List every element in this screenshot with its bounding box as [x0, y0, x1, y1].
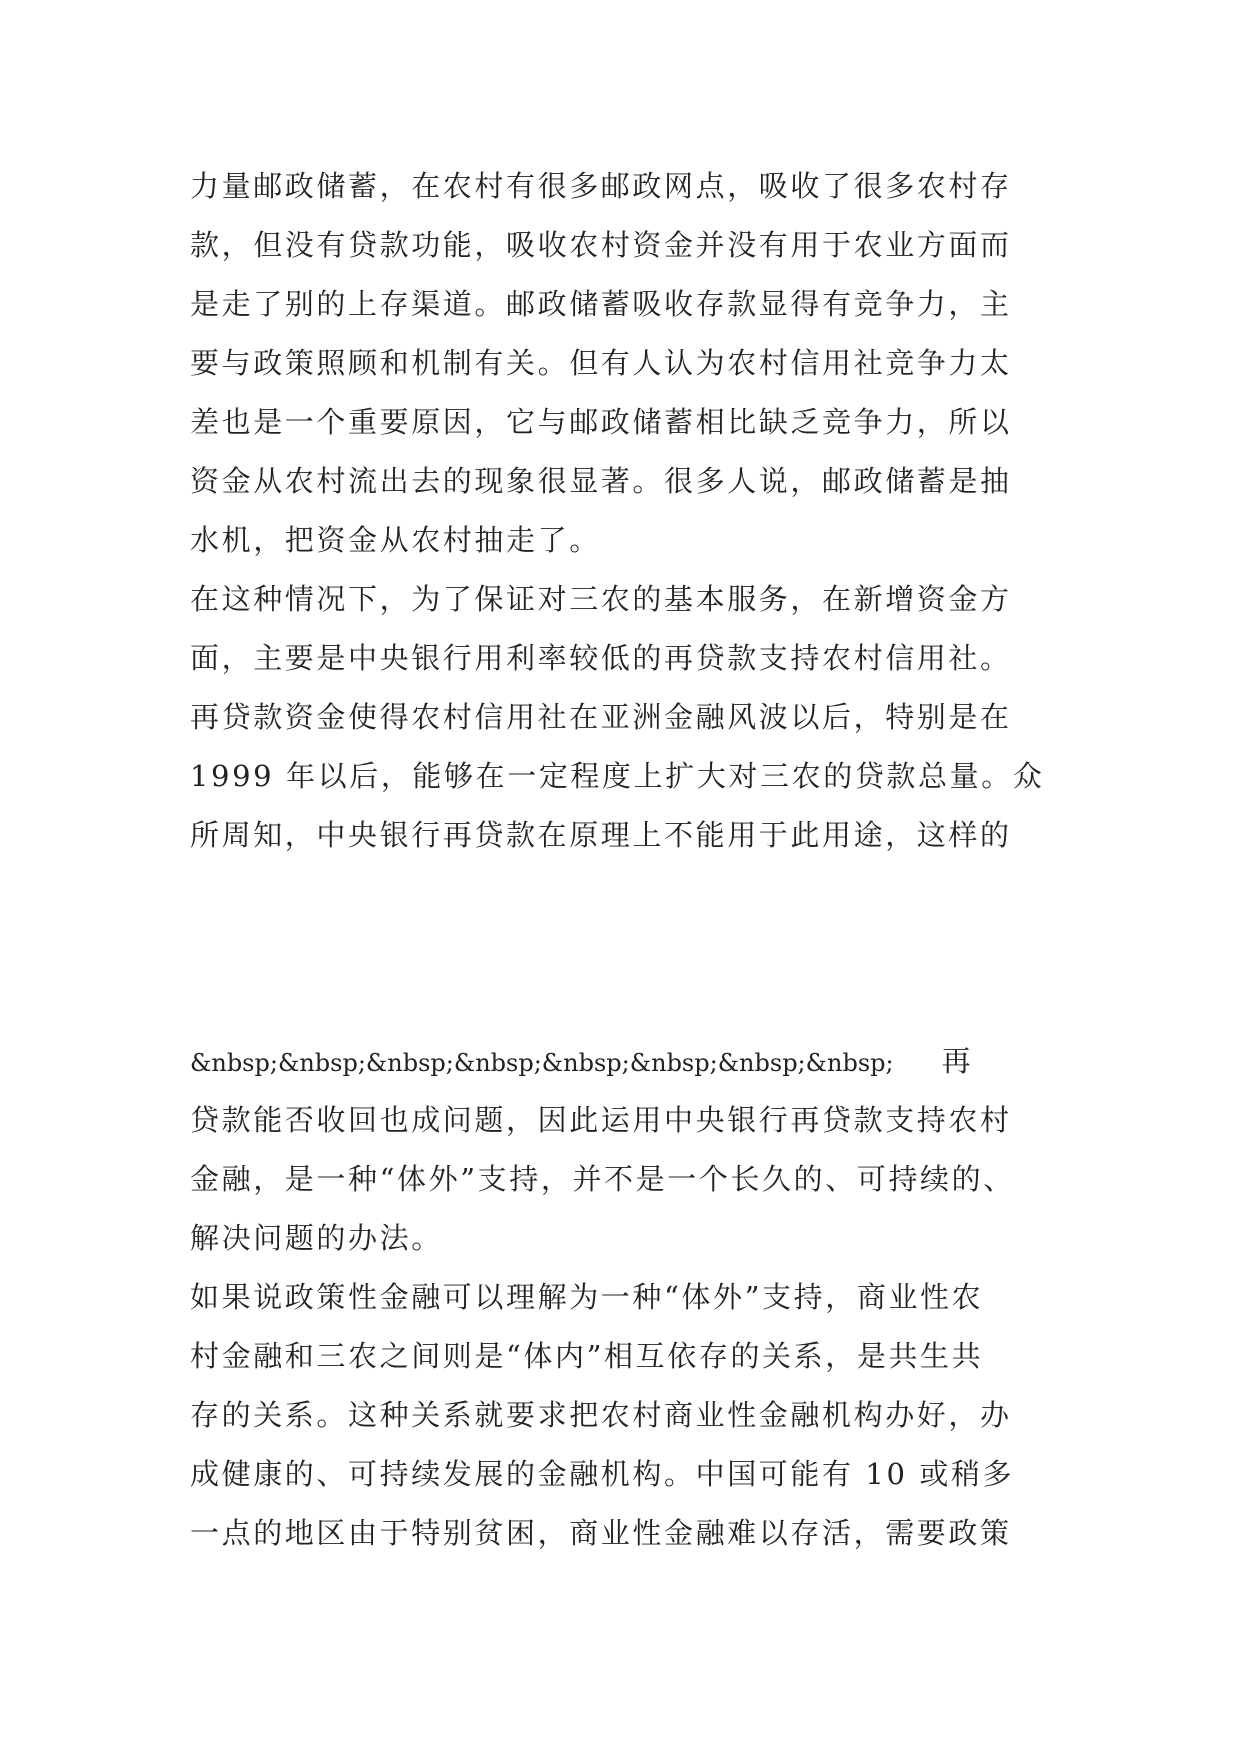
text-line-first [190, 1032, 1070, 1091]
text-section-1 [190, 157, 1070, 865]
text-line: 差也是一个重要原因，它与邮政储蓄相比缺乏竞争力，所以 [190, 405, 1012, 439]
first-line-tail: 再 [941, 1044, 974, 1078]
text-line: 解决问题的办法。 [190, 1221, 443, 1255]
text-line: 村金融和三农之间则是“体内”相互依存的关系，是共生共 [190, 1339, 984, 1373]
escaped-spaces-text: &nbsp;&nbsp;&nbsp;&nbsp;&nbsp;&nbsp;&nbsp;&nbsp; [190, 1049, 894, 1077]
text-line: 金融，是一种“体外”支持，并不是一个长久的、可持续的、 [190, 1162, 1015, 1196]
text-line: 面，主要是中央银行用利率较低的再贷款支持农村信用社。 [190, 641, 1012, 675]
text-line: 存的关系。这种关系就要求把农村商业性金融机构办好，办 [190, 1398, 1012, 1432]
text-line: 一点的地区由于特别贫困，商业性金融难以存活，需要政策 [190, 1516, 1012, 1550]
text-line: 贷款能否收回也成问题，因此运用中央银行再贷款支持农村 [190, 1103, 1012, 1137]
text-line: 力量邮政储蓄，在农村有很多邮政网点，吸收了很多农村存 [190, 169, 1012, 203]
text-line: 款，但没有贷款功能，吸收农村资金并没有用于农业方面而 [190, 228, 1012, 262]
text-line: 在这种情况下，为了保证对三农的基本服务，在新增资金方 [190, 582, 1012, 616]
text-section-2 [190, 1032, 1070, 1563]
text-line: 资金从农村流出去的现象很显著。很多人说，邮政储蓄是抽 [190, 464, 1012, 498]
text-line: 所周知，中央银行再贷款在原理上不能用于此用途，这样的 [190, 818, 1012, 852]
text-line: 如果说政策性金融可以理解为一种“体外”支持，商业性农 [190, 1280, 984, 1314]
text-line: 是走了别的上存渠道。邮政储蓄吸收存款显得有竞争力，主 [190, 287, 1012, 321]
text-line: 成健康的、可持续发展的金融机构。中国可能有 10 或稍多 [190, 1457, 1015, 1491]
text-line: 再贷款资金使得农村信用社在亚洲金融风波以后，特别是在 [190, 700, 1012, 734]
text-line: 水机，把资金从农村抽走了。 [190, 523, 601, 557]
text-line: 1999 年以后，能够在一定程度上扩大对三农的贷款总量。众 [190, 759, 1045, 793]
text-line: 要与政策照顾和机制有关。但有人认为农村信用社竞争力太 [190, 346, 1012, 380]
